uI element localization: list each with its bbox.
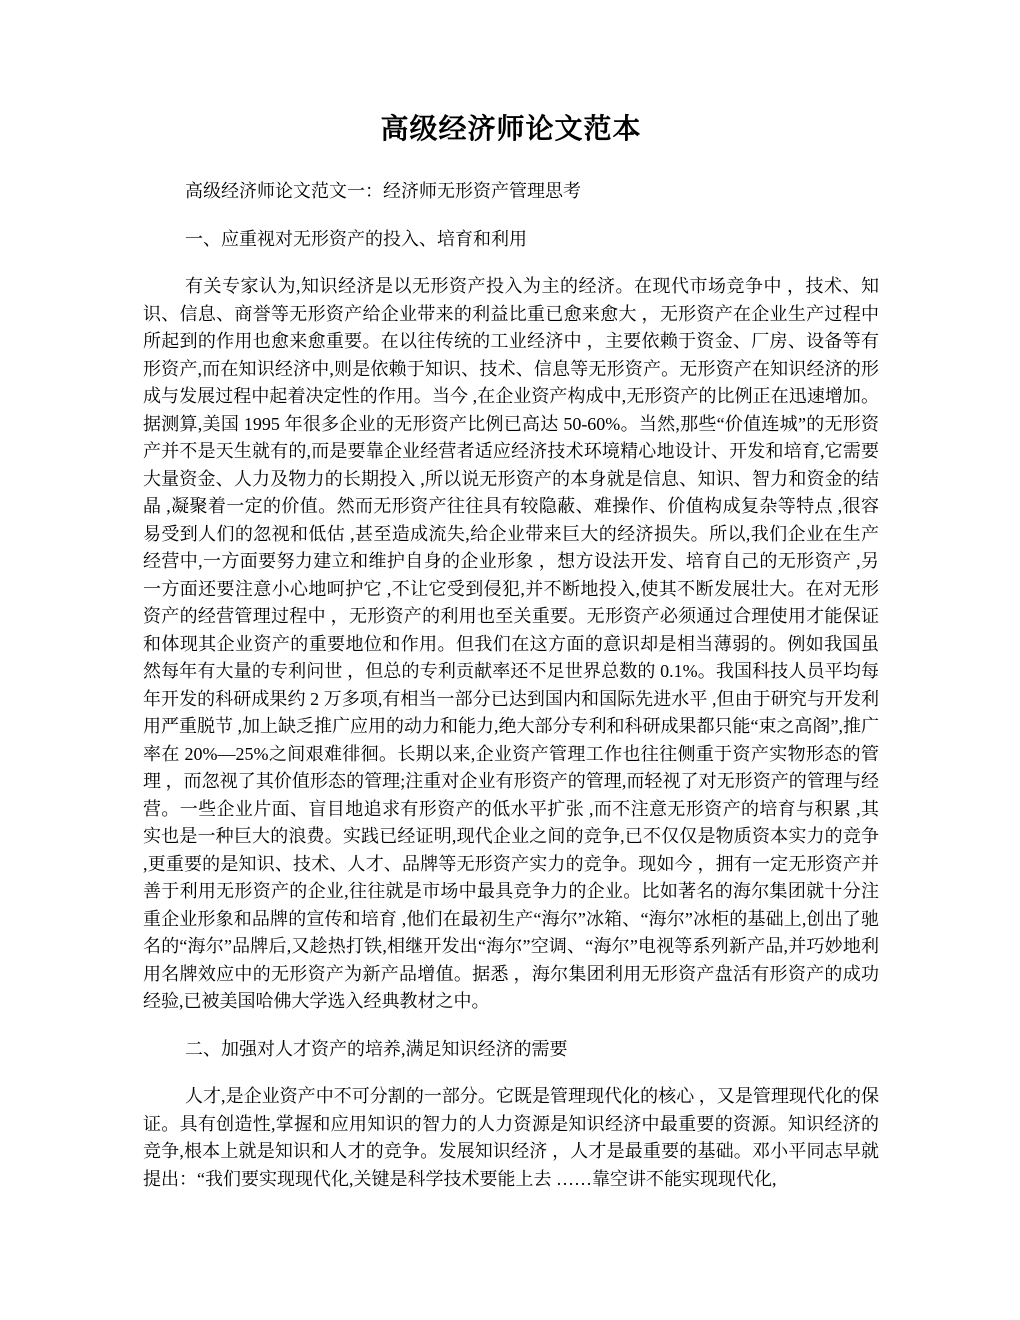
body-paragraph-2: 人才,是企业资产中不可分割的一部分。它既是管理现代化的核心 ，又是管理现代化的保证。具有创造性,掌握和应用知识的智力的人力资源是知识经济中最重要的资源。知识经济的竞争,根本上就是知识和人才的竞争。发展知识经济 ，人才是最重要的基础。邓小平同志早就提出：“我们要实现现代化,关键是科学技术要能上去 ……靠空讲不能实现现代化, [143, 1086, 879, 1189]
document-content [143, 112, 879, 1193]
document-subtitle: 高级经济师论文范文一：经济师无形资产管理思考 [185, 181, 581, 201]
body-paragraph-1: 有关专家认为,知识经济是以无形资产投入为主的经济。在现代市场竞争中 ，技术、知识、信息、商誉等无形资产给企业带来的利益比重已愈来愈大 ，无形资产在企业生产过程中所起到的作用也愈来愈重要。在以往传统的工业经济中 ，主要依赖于资金、厂房、设备等有形资产,而在知识经济中,则是依赖于知识、技术、信息等无形资产。无形资产在知识经济的形成与发展过程中起着决定性的作用。当今 ,在企业资产构成中,无形资产的比例正在迅速增加。据测算,美国 1995 年很多企业的无形资产比例已高达 50-60%。当然,那些“价值连城”的无形资产并不是天生就有的,而是要靠企业经营者适应经济技术环境精心地设计、开发和培育,它需要大量资金、人力及物力的长期投入 ,所以说无形资产的本身就是信息、知识、智力和资金的结晶 ,凝聚着一定的价值。然而无形资产往往具有较隐蔽、难操作、价值构成复杂等特点 ,很容易受到人们的忽视和低估 ,甚至造成流失,给企业带来巨大的经济损失。所以,我们企业在生产经营中,一方面要努力建立和维护自身的企业形象 ，想方设法开发、培育自己的无形资产 ,另一方面还要注意小心地呵护它 ,不让它受到侵犯,并不断地投入,使其不断发展壮大。在对无形资产的经营管理过程中 ，无形资产的利用也至关重要。无形资产必须通过合理使用才能保证和体现其企业资产的重要地位和作用。但我们在这方面的意识却是相当薄弱的。例如我国虽然每年有大量的专利问世 ，但总的专利贡献率还不足世界总数的 0.1%。我国科技人员平均每年开发的科研成果约 2 万多项,有相当一部分已达到国内和国际先进水平 ,但由于研究与开发利用严重脱节 ,加上缺乏推广应用的动力和能力,绝大部分专利和科研成果都只能“束之高阁”,推广率在 20%—25%之间艰难徘徊。长期以来,企业资产管理工作也往往侧重于资产实物形态的管理 ，而忽视了其价值形态的管理;注重对企业有形资产的管理,而轻视了对无形资产的管理与经营。一些企业片面、盲目地追求有形资产的低水平扩张 ,而不注意无形资产的培育与积累 ,其实也是一种巨大的浪费。实践已经证明,现代企业之间的竞争,已不仅仅是物质资本实力的竞争 ,更重要的是知识、技术、人才、品牌等无形资产实力的竞争。现如今 ，拥有一定无形资产并善于利用无形资产的企业,往往就是市场中最具竞争力的企业。比如著名的海尔集团就十分注重企业形象和品牌的宣传和培育 ,他们在最初生产“海尔”冰箱、“海尔”冰柜的基础上,创出了驰名的“海尔”品牌后,又趁热打铁,相继开发出“海尔”空调、“海尔”电视等系列新产品,并巧妙地利用名牌效应中的无形资产为新产品增值。据悉 ，海尔集团利用无形资产盘活有形资产的成功经验,已被美国哈佛大学选入经典教材之中。 [143, 276, 879, 1011]
section-heading-1: 一、应重视对无形资产的投入、培育和利用 [185, 228, 527, 249]
section-heading-2: 二、加强对人才资产的培养,满足知识经济的需要 [185, 1038, 568, 1059]
document-title: 高级经济师论文范本 [380, 114, 642, 145]
